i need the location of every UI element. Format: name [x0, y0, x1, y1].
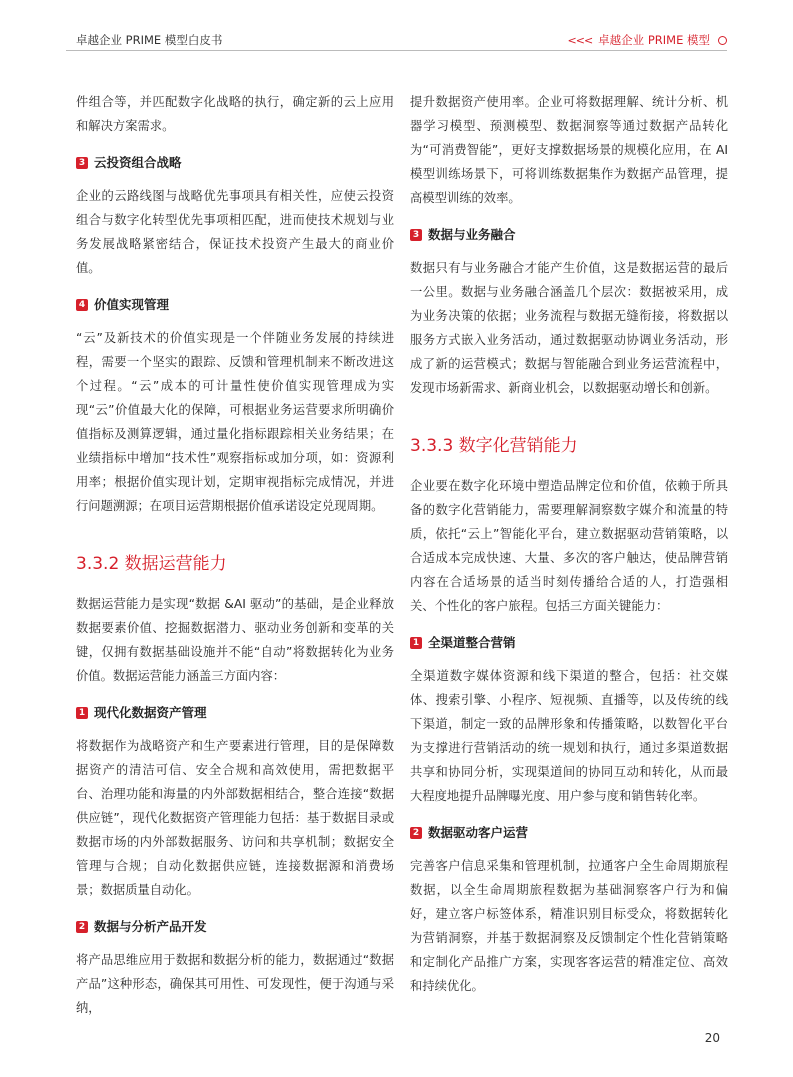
number-badge: 1	[76, 707, 88, 719]
subhead-value-realization	[76, 294, 394, 316]
subhead-cloud-portfolio	[76, 152, 394, 174]
subhead-data-products	[76, 916, 394, 938]
header-doc-title: 卓越企业 PRIME 模型白皮书	[76, 33, 223, 47]
number-badge: 2	[410, 827, 422, 839]
subhead-label: 云投资组合战略	[94, 155, 182, 170]
right-column	[410, 90, 728, 998]
subhead-label: 数据与业务融合	[428, 227, 516, 242]
subhead-data-business-fusion	[410, 224, 728, 246]
subhead-omnichannel	[410, 632, 728, 654]
number-badge: 1	[410, 637, 422, 649]
subhead-data-asset-mgmt	[76, 702, 394, 724]
left-continued-paragraph: 件组合等，并匹配数字化战略的执行，确定新的云上应用和解决方案需求。	[76, 95, 394, 133]
subhead-label: 数据驱动客户运营	[428, 825, 529, 840]
cloud-portfolio-paragraph: 企业的云路线图与战略优先事项具有相关性，应使云投资组合与数字化转型优先事项相匹配，进而使技术规划与业务发展战略紧密结合，保证技术投资产生最大的商业价值。	[76, 189, 394, 275]
data-business-fusion-paragraph: 数据只有与业务融合才能产生价值，这是数据运营的最后一公里。数据与业务融合涵盖几个层次：数据被采用，成为业务决策的依据；业务流程与数据无缝衔接，将数据以服务方式嵌入业务活动，通过数据驱动协调业务活动，形成了新的运营模式；数据与智能融合到业务运营流程中，发现市场新需求、新商业机会，以数据驱动增长和创新。	[410, 261, 728, 395]
page-number: 20	[704, 1031, 720, 1045]
header-model-title	[568, 32, 727, 48]
subhead-label: 数据与分析产品开发	[94, 919, 207, 934]
value-realization-paragraph: “云”及新技术的价值实现是一个伴随业务发展的持续进程，需要一个坚实的跟踪、反馈和管理机制来不断改进这个过程。“云”成本的可计量性使价值实现管理成为实现“云”价值最大化的保障，可根据业务运营要求所明确价值指标及测算逻辑，通过量化指标跟踪相关业务结果；在业绩指标中增加“技术性”观察指标或加分项，如：资源利用率；根据价值实现计划，定期审视指标完成情况，并进行问题溯源；在项目运营期根据价值承诺设定兑现周期。	[76, 331, 394, 513]
header-divider	[66, 50, 727, 51]
chevrons-left-icon: <<<	[567, 33, 593, 47]
left-column	[76, 90, 394, 1020]
subhead-customer-ops	[410, 822, 728, 844]
number-badge: 3	[76, 157, 88, 169]
subhead-label: 现代化数据资产管理	[94, 705, 207, 720]
page-header	[0, 0, 793, 60]
data-operations-intro: 数据运营能力是实现“数据 &AI 驱动”的基础，是企业释放数据要素价值、挖掘数据潜力、驱动业务创新和变革的关键，仅拥有数据基础设施并不能“自动”将数据转化为业务价值。数据运营能力涵盖三方面内容：	[76, 597, 394, 683]
customer-ops-paragraph: 完善客户信息采集和管理机制，拉通客户全生命周期旅程数据，以全生命周期旅程数据为基础洞察客户行为和偏好，建立客户标签体系，精准识别目标受众，将数据转化为营销洞察，并基于数据洞察及反馈制定个性化营销策略和定制化产品推广方案，实现客客运营的精准定位、高效和持续优化。	[410, 859, 728, 993]
data-asset-mgmt-paragraph: 将数据作为战略资产和生产要素进行管理，目的是保障数据资产的清洁可信、安全合规和高效使用，需把数据平台、治理功能和海量的内外部数据相结合，整合连接“数据供应链”，现代化数据资产管理能力包括：基于数据目录或数据市场的内外部数据服务、访问和共享机制；数据安全管理与合规；自动化数据供应链，连接数据源和消费场景；数据质量自动化。	[76, 739, 394, 897]
section-title-digital-marketing: 3.3.3 数字化营销能力	[410, 436, 578, 456]
number-badge: 4	[76, 299, 88, 311]
digital-marketing-intro: 企业要在数字化环境中塑造品牌定位和价值，依赖于所具备的数字化营销能力，需要理解洞察数字媒介和流量的特质，依托“云上”智能化平台，建立数据驱动营销策略，以合适成本完成快速、大量、多次的客户触达，使品牌营销内容在合适场景的适当时刻传播给合适的人，打造强相关、个性化的客户旅程。包括三方面关键能力：	[410, 479, 728, 613]
header-model-label: 卓越企业 PRIME 模型	[598, 33, 710, 47]
right-continued-paragraph: 提升数据资产使用率。企业可将数据理解、统计分析、机器学习模型、预测模型、数据洞察等通过数据产品转化为“可消费智能”，更好支撑数据场景的规模化应用，在 AI 模型训练场景下，可将训练数据集作为数据产品管理，提高模型训练的效率。	[410, 95, 728, 205]
number-badge: 3	[410, 229, 422, 241]
subhead-label: 价值实现管理	[94, 297, 170, 312]
section-title-data-operations: 3.3.2 数据运营能力	[76, 554, 227, 574]
data-products-paragraph: 将产品思维应用于数据和数据分析的能力，数据通过“数据产品”这种形态，确保其可用性、可发现性，便于沟通与采纳，	[76, 953, 394, 1015]
subhead-label: 全渠道整合营销	[428, 635, 516, 650]
circle-icon	[718, 36, 727, 45]
number-badge: 2	[76, 921, 88, 933]
omnichannel-paragraph: 全渠道数字媒体资源和线下渠道的整合，包括：社交媒体、搜索引擎、小程序、短视频、直播等，以及传统的线下渠道，制定一致的品牌形象和传播策略，以数智化平台为支撑进行营销活动的统一规划和执行，通过多渠道数据共享和协同分析，实现渠道间的协同互动和转化，从而最大程度地提升品牌曝光度、用户参与度和销售转化率。	[410, 669, 728, 803]
